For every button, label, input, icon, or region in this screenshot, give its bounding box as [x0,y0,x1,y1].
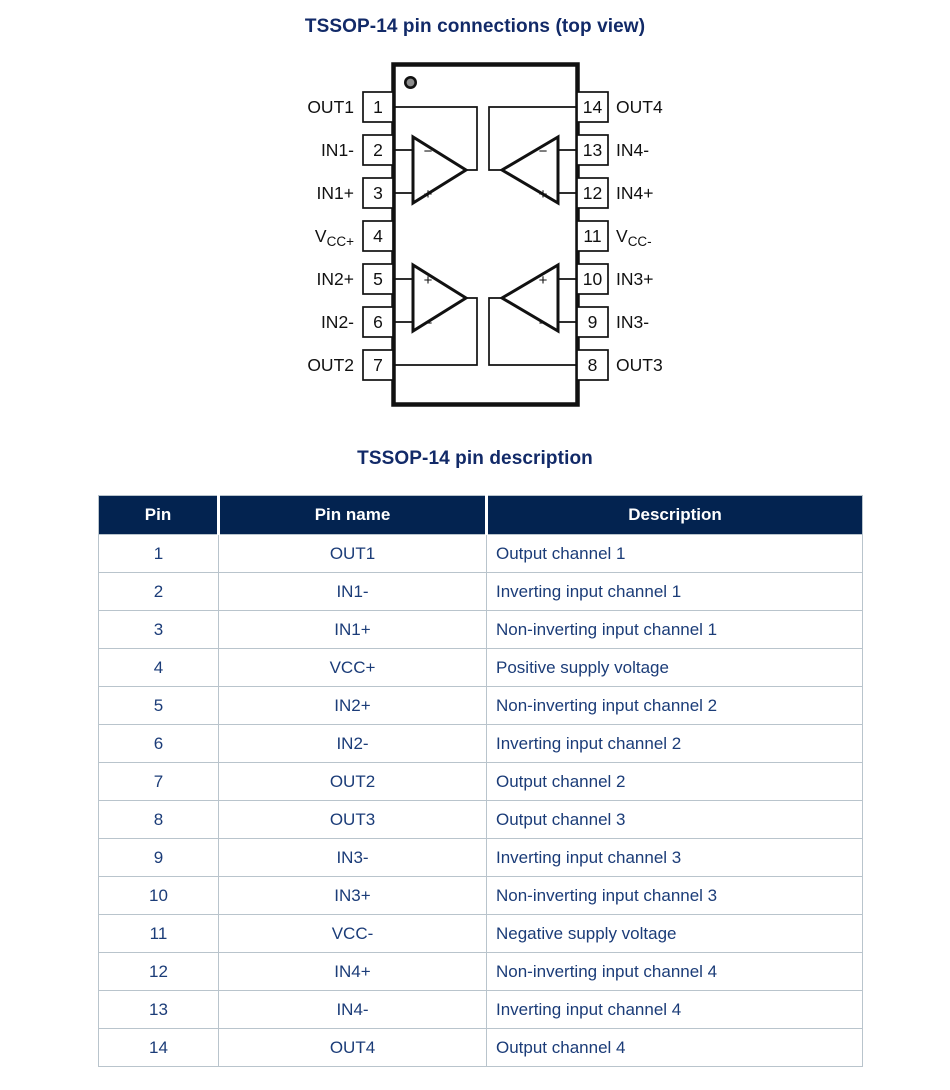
description-cell: Non-inverting input channel 3 [487,877,863,915]
pin-name-cell: IN4- [219,991,487,1029]
pin-cell: 12 [99,953,219,991]
pin-number: 7 [373,355,383,375]
description-cell: Output channel 2 [487,763,863,801]
table-header-row [99,496,863,535]
pin-cell: 10 [99,877,219,915]
table-row [99,573,863,611]
table-row [99,991,863,1029]
opamp4-plus-sign: + [538,186,548,203]
pin-label-in2p: IN2+ [316,269,354,289]
header-pin: Pin [99,496,219,535]
table-row [99,877,863,915]
description-cell: Negative supply voltage [487,915,863,953]
pin-name-cell: VCC+ [219,649,487,687]
pin-cell: 3 [99,611,219,649]
pin-number: 4 [373,226,383,246]
pin-label-vccm [616,226,652,249]
pin-cell: 14 [99,1029,219,1067]
opamp2-minus-sign: − [423,315,433,332]
pin-description-table [98,495,863,1067]
pin-number: 6 [373,312,383,332]
pin-cell: 9 [99,839,219,877]
opamp2-plus-sign: + [423,272,433,289]
pin-label-in4p: IN4+ [616,183,654,203]
description-cell: Output channel 4 [487,1029,863,1067]
pin1-indicator-dot-icon [405,77,415,87]
pin-cell: 6 [99,725,219,763]
opamp3-minus-sign: − [538,315,548,332]
description-cell: Non-inverting input channel 2 [487,687,863,725]
description-cell: Inverting input channel 1 [487,573,863,611]
table-row [99,535,863,573]
opamp4-minus-sign: − [538,143,548,160]
pin-cell: 11 [99,915,219,953]
opamp3-plus-sign: + [538,272,548,289]
pin-name-cell: OUT4 [219,1029,487,1067]
pin-label-out1: OUT1 [307,97,354,117]
table-title: TSSOP-14 pin description [357,448,593,469]
pin-cell: 7 [99,763,219,801]
pin-number: 12 [582,183,603,203]
pin-label-vccp [315,226,354,249]
table-row [99,763,863,801]
pin-label-out4: OUT4 [616,97,663,117]
table-row [99,839,863,877]
description-cell: Output channel 3 [487,801,863,839]
table-row [99,649,863,687]
vcc-main: V [616,226,628,246]
pin-diagram [0,0,950,440]
table-row [99,611,863,649]
table-row [99,725,863,763]
table-row [99,801,863,839]
pin-number: 11 [583,226,602,246]
pin-cell: 5 [99,687,219,725]
pin-cell: 8 [99,801,219,839]
pin-label-in3p: IN3+ [616,269,654,289]
pin-label-in3m: IN3- [616,312,650,332]
table-row [99,953,863,991]
pin-name-cell: OUT1 [219,535,487,573]
vcc-subscript: CC+ [326,234,354,249]
pin-label-out2: OUT2 [307,355,354,375]
table-row [99,687,863,725]
pin-cell: 4 [99,649,219,687]
pin-name-cell: IN3- [219,839,487,877]
pin-name-cell: OUT3 [219,801,487,839]
pin-name-cell: IN1+ [219,611,487,649]
pin-number: 5 [373,269,383,289]
description-cell: Non-inverting input channel 1 [487,611,863,649]
pin-number: 14 [582,97,603,117]
header-name: Pin name [219,496,487,535]
pin-number: 3 [373,183,383,203]
pin-name-cell: IN4+ [219,953,487,991]
description-cell: Output channel 1 [487,535,863,573]
opamp1-minus-sign: − [423,143,433,160]
pin-label-out3: OUT3 [616,355,663,375]
ic-body [394,65,578,405]
description-cell: Inverting input channel 4 [487,991,863,1029]
pin-name-cell: OUT2 [219,763,487,801]
vcc-main: V [314,226,327,246]
pin-label-in1p: IN1+ [316,183,354,203]
header-desc: Description [487,496,863,535]
pin-cell: 2 [99,573,219,611]
pin-cell: 13 [99,991,219,1029]
pin-name-cell: IN1- [219,573,487,611]
pin-number: 10 [582,269,603,289]
table-row [99,1029,863,1067]
pin-cell: 1 [99,535,219,573]
vcc-subscript: CC- [627,234,652,249]
pin-label-in2m: IN2- [320,312,354,332]
figure-title: TSSOP-14 pin connections (top view) [304,16,646,37]
description-cell: Non-inverting input channel 4 [487,953,863,991]
description-cell: Positive supply voltage [487,649,863,687]
description-cell: Inverting input channel 3 [487,839,863,877]
pin-number: 8 [587,355,598,375]
table-row [99,915,863,953]
pin-number: 2 [373,140,383,160]
description-cell: Inverting input channel 2 [487,725,863,763]
pin-label-in1m: IN1- [320,140,354,160]
pin-number: 1 [373,97,383,117]
pin-name-cell: IN2+ [219,687,487,725]
pin-label-in4m: IN4- [616,140,650,160]
pin-number: 9 [587,312,598,332]
opamp1-plus-sign: + [423,186,433,203]
pin-number: 13 [582,140,603,160]
pin-name-cell: IN3+ [219,877,487,915]
pin-name-cell: VCC- [219,915,487,953]
pin-name-cell: IN2- [219,725,487,763]
